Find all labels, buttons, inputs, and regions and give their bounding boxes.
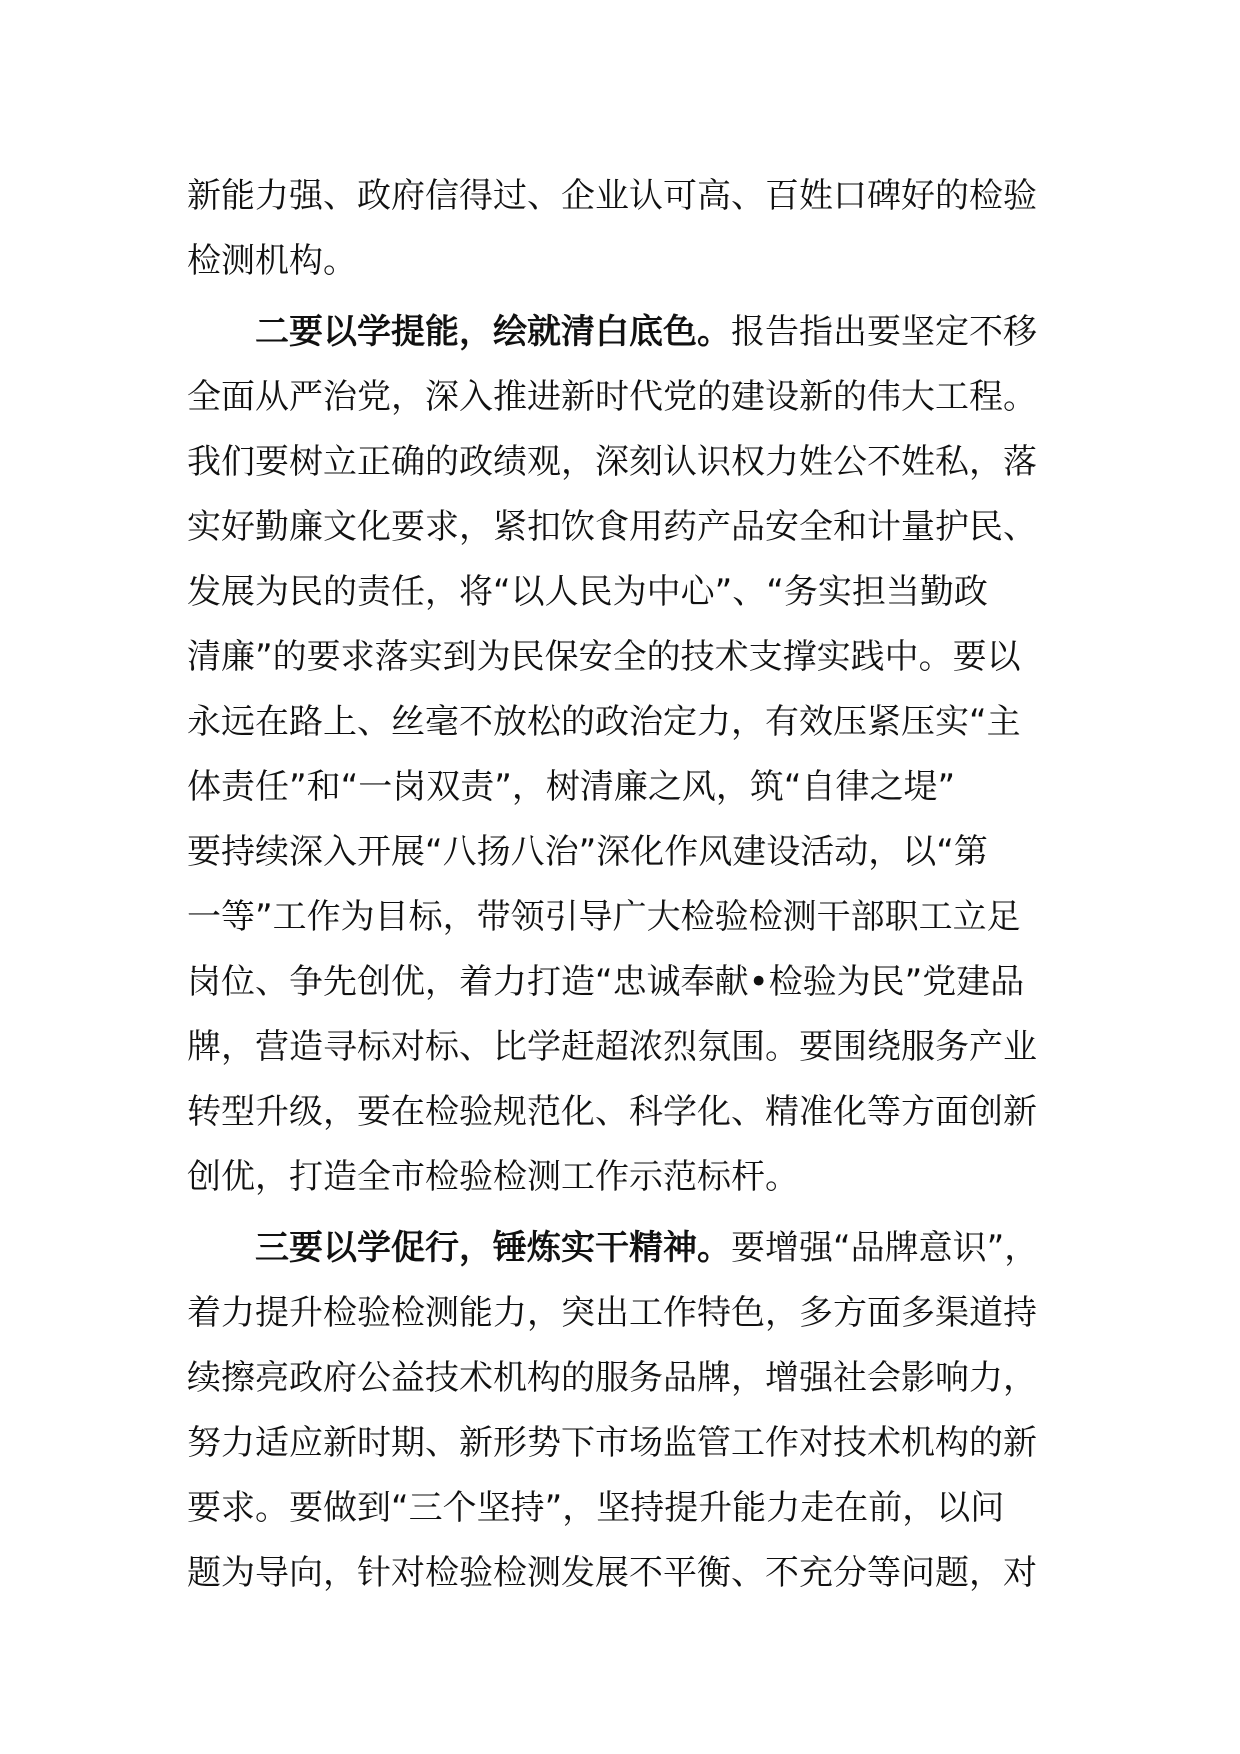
text-line: 发展为民的责任，将“以人民为中心”、“务实担当勤政 — [187, 572, 988, 612]
text-line: 检测机构。 — [187, 241, 357, 281]
text-line: 我们要树立正确的政绩观，深刻认识权力姓公不姓私，落 — [187, 442, 1037, 482]
paragraph-1 — [187, 164, 1057, 294]
text-line: 要求。要做到“三个坚持”，坚持提升能力走在前，以问 — [187, 1488, 1005, 1528]
text-line: 永远在路上、丝毫不放松的政治定力，有效压紧压实“主 — [187, 702, 1021, 742]
text-line: 续擦亮政府公益技术机构的服务品牌，增强社会影响力， — [187, 1358, 1037, 1398]
section-heading: 三要以学促行，锤炼实干精神。 — [255, 1228, 731, 1268]
text-line: 一等”工作为目标，带领引导广大检验检测干部职工立足 — [187, 897, 1021, 937]
section-heading: 二要以学提能，绘就清白底色。 — [255, 312, 731, 352]
text-line: 要持续深入开展“八扬八治”深化作风建设活动，以“第 — [187, 832, 988, 872]
text-line: 实好勤廉文化要求，紧扣饮食用药产品安全和计量护民、 — [187, 507, 1037, 547]
text-line: 转型升级，要在检验规范化、科学化、精准化等方面创新 — [187, 1092, 1037, 1132]
text-line: 清廉”的要求落实到为民保安全的技术支撑实践中。要以 — [187, 637, 1021, 677]
text-line: 岗位、争先创优，着力打造“忠诚奉献•检验为民”党建品 — [187, 962, 1025, 1002]
text-line: 题为导向，针对检验检测发展不平衡、不充分等问题，对 — [187, 1553, 1037, 1593]
text-line: 新能力强、政府信得过、企业认可高、百姓口碑好的检验 — [187, 176, 1037, 216]
text-line: 创优，打造全市检验检测工作示范标杆。 — [187, 1157, 799, 1197]
paragraph-first-line — [187, 300, 1057, 365]
text-line: 体责任”和“一岗双责”，树清廉之风，筑“自律之堤” — [187, 767, 956, 807]
text-line: 全面从严治党，深入推进新时代党的建设新的伟大工程。 — [187, 377, 1037, 417]
document-body — [187, 164, 1057, 1606]
paragraph-2 — [187, 300, 1057, 1210]
text-span: 报告指出要坚定不移 — [731, 312, 1037, 352]
paragraph-3 — [187, 1216, 1057, 1606]
text-line: 着力提升检验检测能力，突出工作特色，多方面多渠道持 — [187, 1293, 1037, 1333]
text-span: 要增强“品牌意识”， — [731, 1228, 1039, 1268]
paragraph-first-line — [187, 1216, 1057, 1281]
text-line: 牌，营造寻标对标、比学赶超浓烈氛围。要围绕服务产业 — [187, 1027, 1037, 1067]
text-line: 努力适应新时期、新形势下市场监管工作对技术机构的新 — [187, 1423, 1037, 1463]
